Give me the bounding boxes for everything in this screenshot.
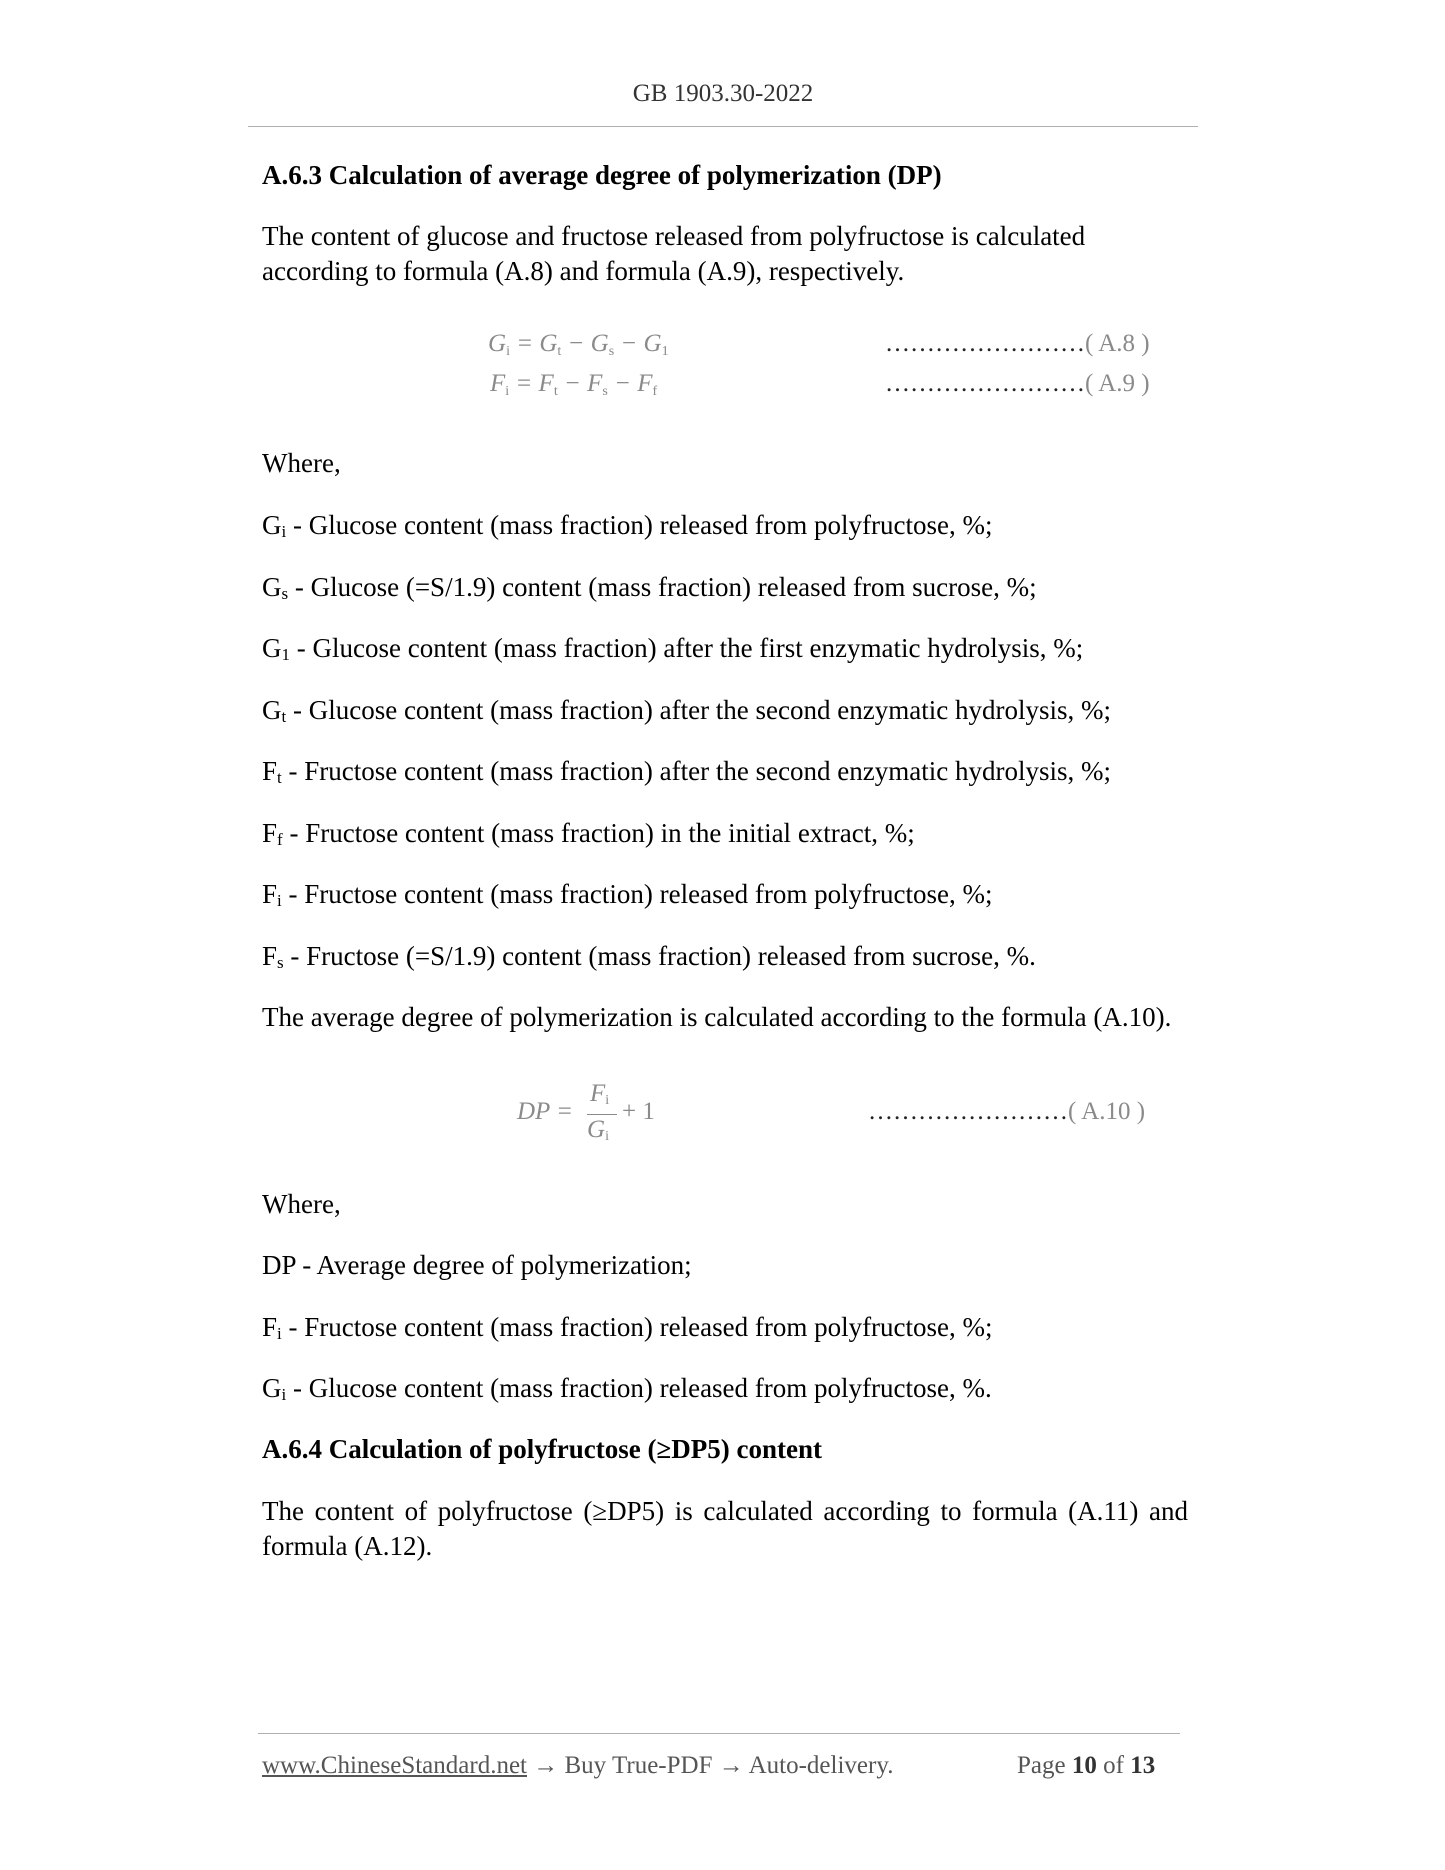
symbol: F [262, 879, 278, 909]
definition-text: - Glucose content (mass fraction) released from polyfructose, %. [286, 1373, 992, 1403]
symbol-subscript: i [277, 891, 282, 910]
definition-item [262, 754, 1188, 789]
symbol: G [262, 695, 282, 725]
definition-text: - Fructose content (mass fraction) released from polyfructose, %; [281, 879, 993, 909]
definition-item [262, 1310, 1188, 1345]
definition-text: - Glucose content (mass fraction) after the first enzymatic hydrolysis, %; [290, 633, 1084, 663]
definition-item [262, 570, 1188, 605]
formula-a10-dots: …………………… [868, 1098, 1068, 1125]
definition-text: - Fructose (=S/1.9) content (mass fraction) released from sucrose, %. [283, 941, 1036, 971]
definition-text: - Average degree of polymerization; [295, 1250, 692, 1280]
definition-item [262, 939, 1188, 974]
page-of: of [1103, 1752, 1124, 1779]
definition-item [262, 508, 1188, 543]
formula-a10-number [868, 1098, 1145, 1126]
definition-text: - Glucose content (mass fraction) released from polyfructose, %; [286, 510, 993, 540]
intro-paragraph: The content of glucose and fructose released from polyfructose is calculated according to formula (A.8) and formula (A.9), respectively. [262, 221, 1086, 286]
a64-intro-paragraph: The content of polyfructose (≥DP5) is calculated according to formula (A.11) and formula (A.12). [262, 1496, 1188, 1561]
symbol: DP [262, 1250, 296, 1280]
symbol-subscript: i [281, 1385, 287, 1404]
formula-a9-dots: …………………… [885, 370, 1085, 397]
symbol-subscript: s [277, 953, 284, 972]
formula-a8: $G_i = G_t - G_s - G_1$ [488, 330, 669, 359]
formula-a10: DP = $F_i$ $G_i$ + 1 [517, 1080, 655, 1144]
definition-item [262, 1371, 1188, 1406]
formula-a10-label: ( A.10 ) [1068, 1098, 1146, 1125]
symbol-subscript: i [277, 1324, 282, 1343]
formula-a8-label: ( A.8 ) [1085, 330, 1150, 357]
formula-a9: $F_i = F_t - F_s - F_f$ [490, 370, 658, 399]
footer-divider [258, 1733, 1180, 1734]
dp-intro-paragraph: The average degree of polymerization is calculated according to the formula (A.10). [262, 1002, 1172, 1032]
symbol: G [262, 633, 282, 663]
symbol: G [262, 510, 282, 540]
symbol-subscript: s [281, 584, 289, 603]
definition-item [262, 877, 1188, 912]
definition-item [262, 1248, 1188, 1283]
symbol: F [262, 1312, 278, 1342]
formula-a9-number [885, 370, 1150, 398]
section-heading-a63: A.6.3 Calculation of average degree of polymerization (DP) [262, 160, 942, 190]
definition-text: - Fructose content (mass fraction) in the initial extract, %; [282, 818, 915, 848]
where-label-2: Where, [262, 1189, 341, 1219]
symbol-subscript: i [281, 522, 287, 541]
definition-item [262, 816, 1188, 851]
page-number [1017, 1752, 1155, 1780]
symbol: F [262, 818, 278, 848]
page-total: 13 [1130, 1752, 1156, 1779]
page-label: Page [1017, 1752, 1066, 1779]
symbol-subscript: t [281, 707, 287, 726]
section-heading-a64: A.6.4 Calculation of polyfructose (≥DP5) content [262, 1434, 822, 1464]
website-link[interactable]: www.ChineseStandard.net [262, 1752, 527, 1779]
header-divider [248, 126, 1198, 127]
symbol: F [262, 941, 278, 971]
symbol-subscript: 1 [281, 645, 290, 664]
symbol: F [262, 756, 278, 786]
page-current: 10 [1071, 1752, 1097, 1779]
footer-promo [262, 1752, 893, 1780]
definition-text: - Fructose content (mass fraction) released from polyfructose, %; [281, 1312, 993, 1342]
footer-tagline: → Buy True-PDF → Auto-delivery. [527, 1752, 894, 1779]
page-header: GB 1903.30-2022 [632, 80, 814, 107]
where-label-1: Where, [262, 448, 341, 478]
symbol: G [262, 572, 282, 602]
symbol-subscript: f [277, 830, 283, 849]
formula-a9-label: ( A.9 ) [1085, 370, 1150, 397]
definition-text: - Fructose content (mass fraction) after the second enzymatic hydrolysis, %; [281, 756, 1112, 786]
definition-text: - Glucose content (mass fraction) after the second enzymatic hydrolysis, %; [286, 695, 1111, 725]
definition-item [262, 693, 1188, 728]
symbol: G [262, 1373, 282, 1403]
symbol-subscript: t [277, 768, 282, 787]
formula-a8-dots: …………………… [885, 330, 1085, 357]
definition-text: - Glucose (=S/1.9) content (mass fraction) released from sucrose, %; [288, 572, 1037, 602]
definition-item [262, 631, 1188, 666]
formula-a8-number [885, 330, 1150, 358]
